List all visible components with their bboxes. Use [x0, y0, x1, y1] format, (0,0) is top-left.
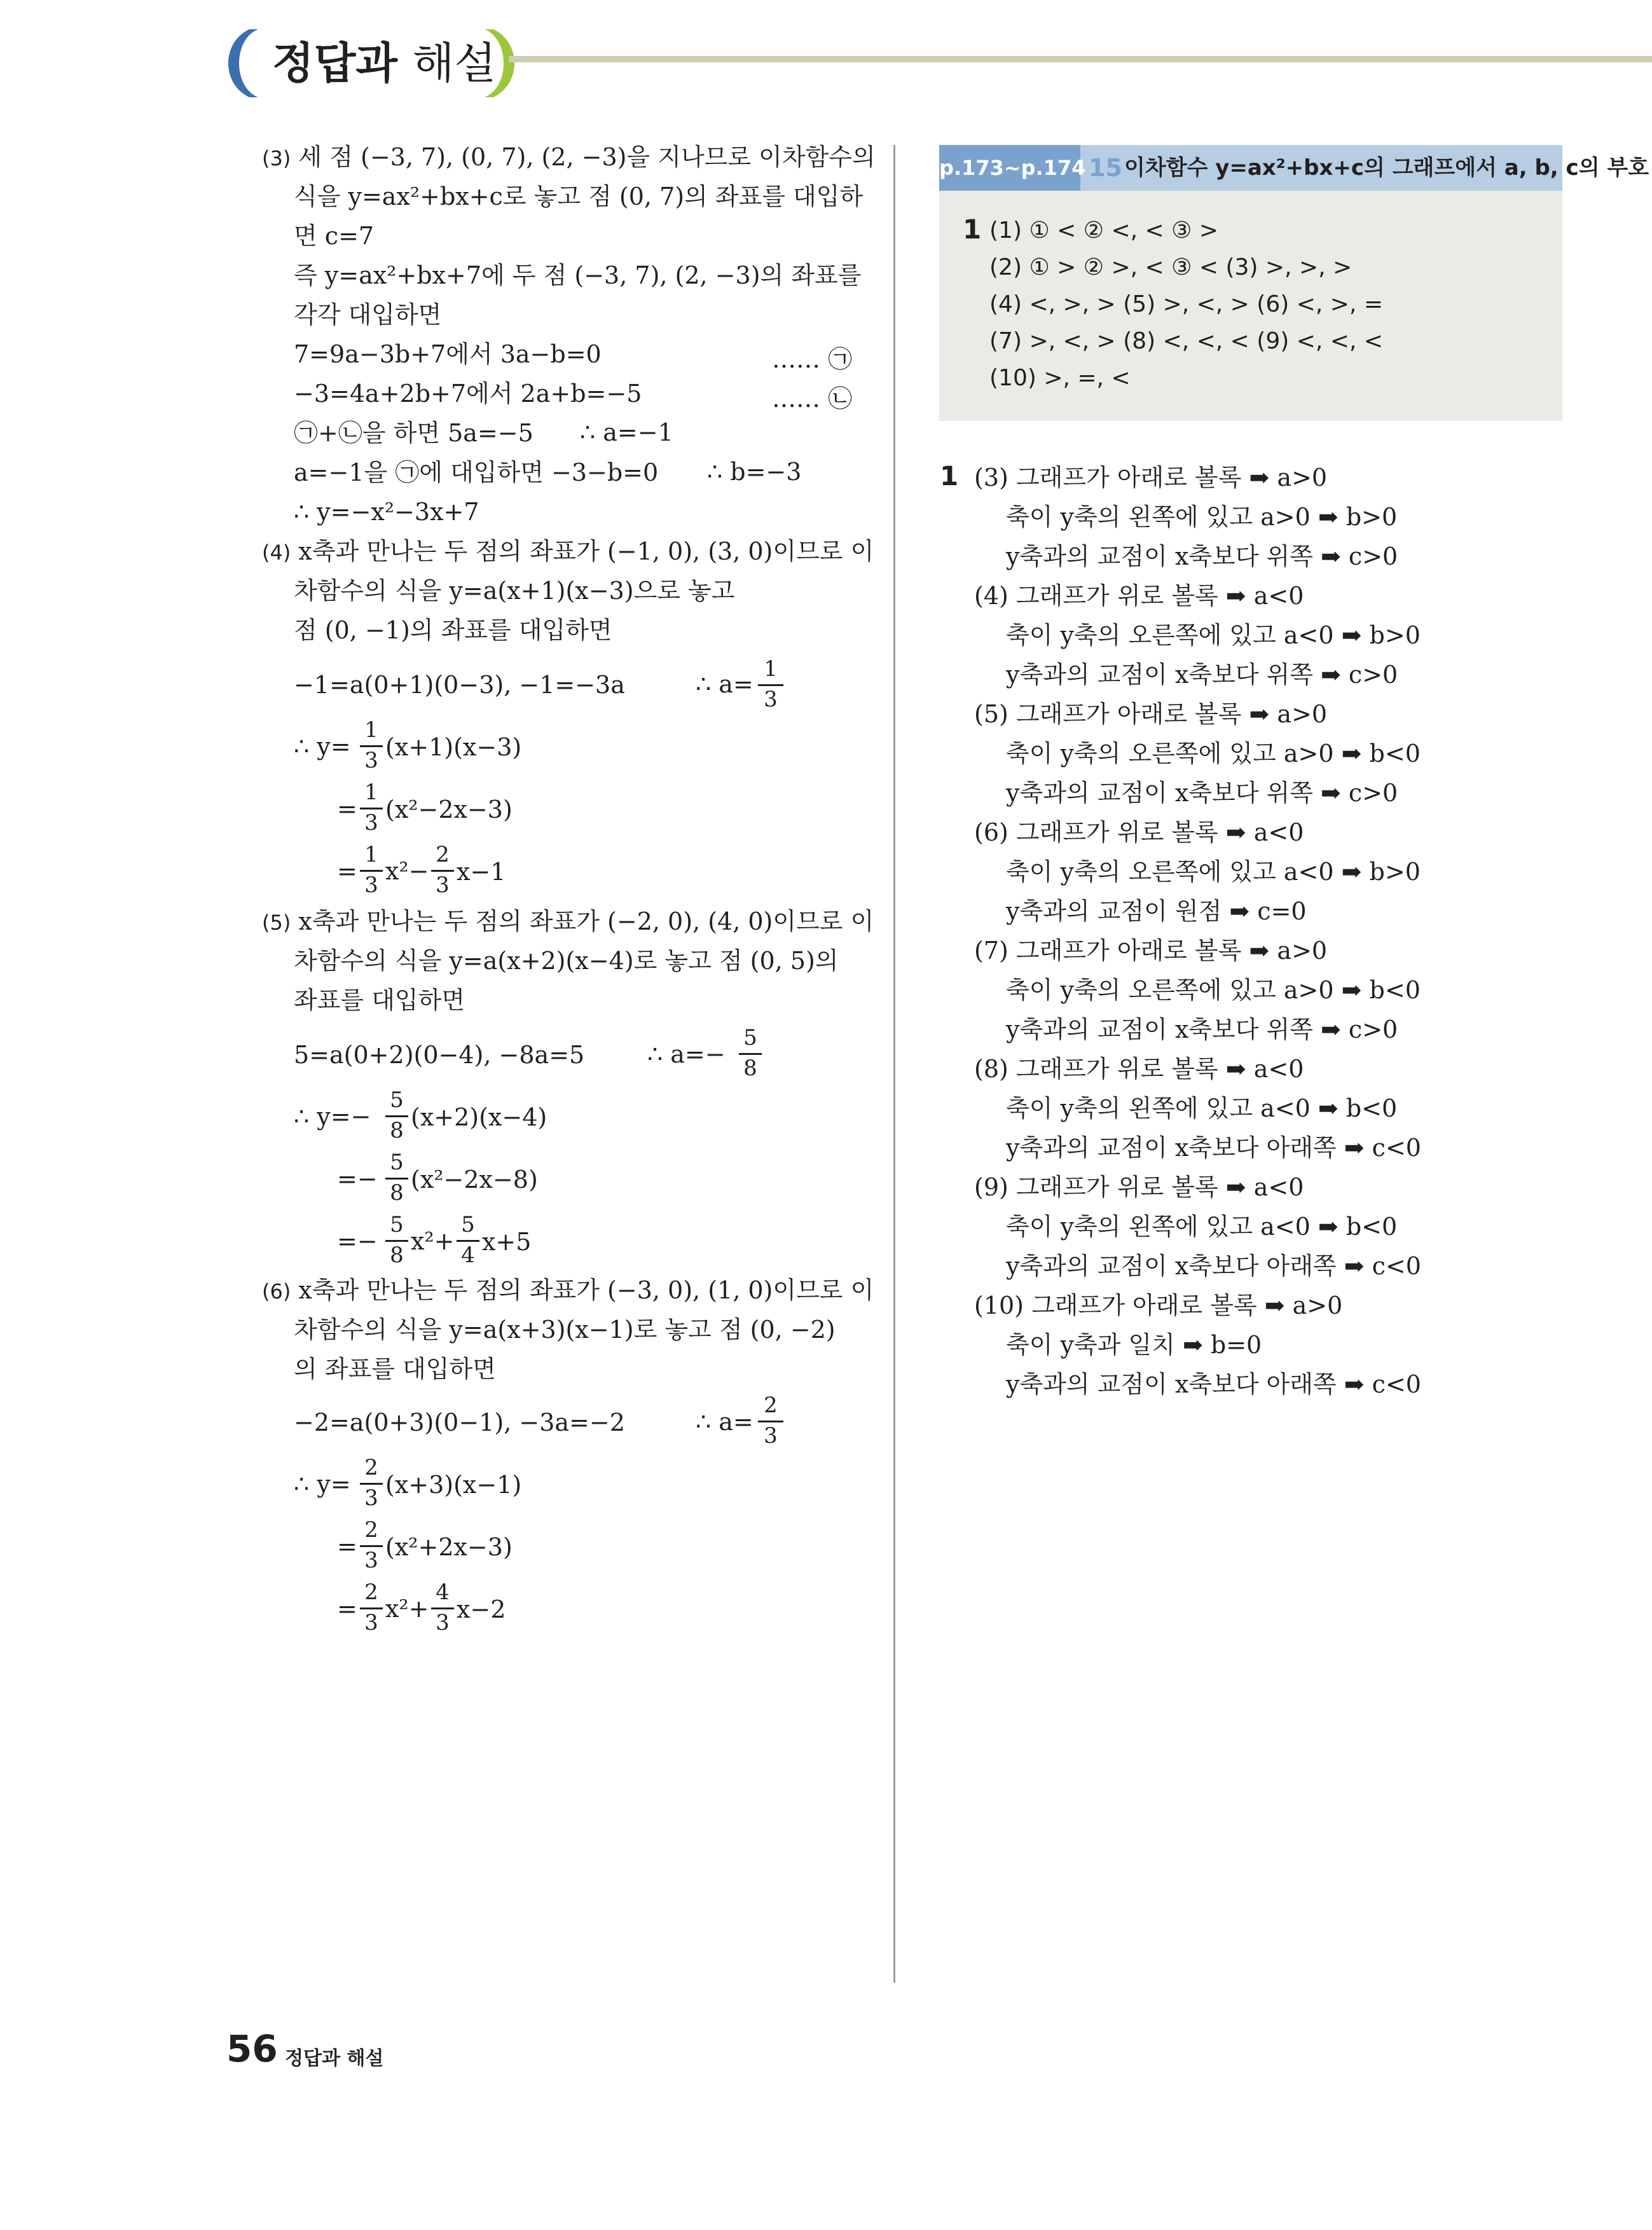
fraction-denominator: 3	[364, 1610, 378, 1635]
solution-line: 7=9a−3b+7에서 3a−b=0	[294, 340, 602, 368]
solution-line: 식을 y=ax²+bx+c로 놓고 점 (0, 7)의 좌표를 대입하	[294, 182, 864, 210]
equals: =	[337, 1532, 357, 1560]
fraction-bar	[360, 1607, 383, 1609]
fraction-bar	[739, 1053, 762, 1055]
solution-line: 축이 y축의 오른쪽에 있고 a<0 ➡ b>0	[1006, 621, 1421, 649]
equals: =	[337, 857, 357, 885]
solution-line: y축과의 교점이 원점 ➡ c=0	[1006, 897, 1307, 925]
solution-line: 축이 y축의 오른쪽에 있고 a>0 ➡ b<0	[1006, 976, 1421, 1004]
solution-line: a=−1을 ㉠에 대입하면 −3−b=0	[294, 458, 659, 486]
term: x²+	[411, 1227, 455, 1255]
section-number: 15	[1089, 154, 1122, 182]
equation-mark-1: …… ㉠	[772, 345, 853, 373]
equation-mark-2: …… ㉡	[772, 385, 853, 413]
fraction-numerator: 1	[764, 656, 778, 682]
solution-line: y축과의 교점이 x축보다 위쪽 ➡ c>0	[1006, 661, 1398, 689]
fraction-numerator: 5	[390, 1212, 404, 1237]
fraction-denominator: 3	[364, 748, 378, 773]
fraction-denominator: 8	[743, 1056, 757, 1081]
equals: =	[337, 1595, 357, 1623]
fraction-numerator: 1	[364, 842, 378, 867]
solution-line: x+5	[482, 1228, 532, 1256]
therefore-a: ∴ a=−	[647, 1040, 726, 1068]
equals: =−	[337, 1227, 378, 1255]
solution-line: x−2	[457, 1595, 506, 1623]
equals: =	[337, 795, 357, 823]
fraction-numerator: 2	[364, 1455, 378, 1480]
solution-line: 5=a(0+2)(0−4), −8a=5	[294, 1041, 585, 1069]
solution-line: 차함수의 식을 y=a(x+1)(x−3)으로 놓고	[294, 577, 735, 605]
line-text: x축과 만나는 두 점의 좌표가 (−3, 0), (1, 0)이므로 이	[298, 1276, 874, 1304]
solution-line: (x²+2x−3)	[385, 1533, 513, 1561]
solution-line: (4) 그래프가 위로 볼록 ➡ a<0	[974, 582, 1304, 610]
page-range-badge: p.173~p.174	[939, 145, 1080, 191]
fraction-numerator: 5	[743, 1025, 757, 1050]
therefore-y: ∴ y=−	[294, 1103, 371, 1131]
fraction-numerator: 5	[390, 1087, 404, 1113]
answer-line: (4) <, >, > (5) >, <, > (6) <, >, =	[989, 291, 1383, 317]
page-number: 56	[226, 2027, 278, 2070]
fraction-denominator: 3	[436, 872, 450, 898]
header-title-light: 해설	[412, 39, 497, 89]
term: x²+	[385, 1595, 429, 1623]
fraction-numerator: 4	[436, 1580, 450, 1605]
fraction-bar	[360, 808, 383, 809]
solution-line: 축이 y축의 왼쪽에 있고 a>0 ➡ b>0	[1006, 503, 1398, 531]
solution-line: (x²−2x−3)	[385, 795, 513, 823]
answer-line: (1) ① < ② <, < ③ >	[989, 217, 1219, 244]
solution-line: 축이 y축과 일치 ➡ b=0	[1006, 1331, 1262, 1359]
fraction-denominator: 3	[364, 1485, 378, 1511]
solution-line: (10) 그래프가 아래로 볼록 ➡ a>0	[974, 1291, 1343, 1319]
fraction-bar	[385, 1178, 408, 1180]
solution-line: 면 c=7	[294, 222, 375, 250]
solution-line: (3) 그래프가 아래로 볼록 ➡ a>0	[974, 464, 1328, 492]
fraction-denominator: 3	[364, 1548, 378, 1573]
fraction-bar	[758, 1421, 783, 1422]
solution-line: 차함수의 식을 y=a(x+2)(x−4)로 놓고 점 (0, 5)의	[294, 947, 839, 975]
item-label: (5)	[262, 911, 291, 935]
solution-line: ㉠+㉡을 하면 5a=−5	[294, 419, 533, 447]
fraction-numerator: 2	[436, 842, 450, 867]
solution-line: (5) 그래프가 아래로 볼록 ➡ a>0	[974, 700, 1328, 728]
fraction-denominator: 3	[764, 687, 778, 712]
answer-line: (7) >, <, > (8) <, <, < (9) <, <, <	[989, 328, 1383, 354]
fraction-numerator: 2	[764, 1393, 778, 1418]
therefore-y: ∴ y=	[294, 733, 351, 761]
header-title	[272, 29, 496, 91]
solution-line: −2=a(0+3)(0−1), −3a=−2	[294, 1408, 625, 1436]
fraction-denominator: 8	[390, 1180, 404, 1206]
fraction-denominator: 8	[390, 1118, 404, 1143]
fraction-denominator: 3	[436, 1610, 450, 1635]
fraction-denominator: 8	[390, 1242, 404, 1268]
solution-line: 축이 y축의 오른쪽에 있고 a<0 ➡ b>0	[1006, 858, 1421, 886]
solution-line: 의 좌표를 대입하면	[294, 1355, 496, 1383]
therefore-a: ∴ a=−1	[580, 418, 673, 446]
item-label: (4)	[262, 540, 291, 565]
therefore-a: ∴ a=	[696, 670, 754, 698]
fraction-denominator: 3	[364, 872, 378, 898]
line-text: x축과 만나는 두 점의 좌표가 (−1, 0), (3, 0)이므로 이	[298, 537, 874, 565]
solution-line: −1=a(0+1)(0−3), −1=−3a	[294, 671, 625, 699]
solution-line	[262, 907, 874, 937]
solution-line: 좌표를 대입하면	[294, 986, 465, 1014]
header-title-bold: 정답과	[272, 39, 398, 89]
solution-line: 축이 y축의 오른쪽에 있고 a>0 ➡ b<0	[1006, 740, 1421, 767]
fraction-bar	[431, 870, 454, 872]
fraction-bar	[457, 1240, 479, 1242]
line-text: x축과 만나는 두 점의 좌표가 (−2, 0), (4, 0)이므로 이	[298, 907, 874, 935]
solution-line: (9) 그래프가 위로 볼록 ➡ a<0	[974, 1173, 1304, 1201]
header-right-bracket	[482, 27, 516, 100]
solution-line: y축과의 교점이 x축보다 위쪽 ➡ c>0	[1006, 1015, 1398, 1043]
solution-line: 차함수의 식을 y=a(x+3)(x−1)로 놓고 점 (0, −2)	[294, 1316, 836, 1344]
solution-line	[262, 537, 874, 567]
solution-line: y축과의 교점이 x축보다 아래쪽 ➡ c<0	[1006, 1134, 1421, 1162]
fraction-bar	[360, 745, 383, 747]
fraction-numerator: 2	[364, 1580, 378, 1605]
solution-line: (x+1)(x−3)	[385, 733, 522, 761]
solution-line: ∴ y=−x²−3x+7	[294, 498, 479, 526]
solution-line: (6) 그래프가 위로 볼록 ➡ a<0	[974, 818, 1304, 846]
header-left-bracket	[226, 27, 261, 100]
fraction-numerator: 1	[364, 780, 378, 805]
solution-line: (7) 그래프가 아래로 볼록 ➡ a>0	[974, 937, 1328, 965]
header-rule	[509, 56, 1652, 62]
column-divider	[893, 145, 895, 1983]
footer-label: 정답과 해설	[285, 2048, 384, 2070]
fraction-numerator: 5	[461, 1212, 475, 1237]
solution-line: y축과의 교점이 x축보다 위쪽 ➡ c>0	[1006, 779, 1398, 807]
item-label: (6)	[262, 1279, 291, 1304]
fraction-bar	[360, 1483, 383, 1485]
fraction-bar	[385, 1240, 408, 1242]
therefore-b: ∴ b=−3	[707, 458, 802, 486]
solution-line: 축이 y축의 왼쪽에 있고 a<0 ➡ b<0	[1006, 1094, 1398, 1122]
fraction-numerator: 5	[390, 1150, 404, 1175]
term: x²−	[385, 857, 429, 885]
therefore-y: ∴ y=	[294, 1470, 351, 1498]
solution-line: 즉 y=ax²+bx+7에 두 점 (−3, 7), (2, −3)의 좌표를	[294, 261, 862, 289]
solution-line: (x²−2x−8)	[411, 1166, 538, 1194]
answer-line: (2) ① > ② >, < ③ < (3) >, >, >	[989, 254, 1353, 280]
therefore-a: ∴ a=	[696, 1408, 754, 1436]
solution-line: 축이 y축의 왼쪽에 있고 a<0 ➡ b<0	[1006, 1213, 1398, 1241]
fraction-denominator: 3	[764, 1423, 778, 1449]
solution-line: (x+2)(x−4)	[411, 1103, 547, 1131]
fraction-numerator: 1	[364, 717, 378, 743]
solution-line: y축과의 교점이 x축보다 아래쪽 ➡ c<0	[1006, 1370, 1421, 1398]
fraction-bar	[385, 1115, 408, 1117]
answer-number: 1	[963, 214, 982, 245]
equals: =−	[337, 1165, 378, 1193]
solution-line	[262, 142, 876, 173]
solution-line: x−1	[457, 858, 506, 886]
fraction-bar	[431, 1607, 454, 1609]
solution-line: y축과의 교점이 x축보다 아래쪽 ➡ c<0	[1006, 1252, 1421, 1280]
item-label: (3)	[262, 146, 291, 170]
solution-line: (8) 그래프가 위로 볼록 ➡ a<0	[974, 1055, 1304, 1083]
solution-line: 점 (0, −1)의 좌표를 대입하면	[294, 616, 612, 644]
solution-line	[262, 1276, 874, 1306]
solution-line: 각각 대입하면	[294, 301, 442, 329]
fraction-bar	[360, 1545, 383, 1547]
fraction-bar	[758, 684, 783, 686]
solution-line: (x+3)(x−1)	[385, 1471, 522, 1499]
fraction-denominator: 3	[364, 810, 378, 836]
solution-number: 1	[940, 460, 959, 492]
solution-line: −3=4a+2b+7에서 2a+b=−5	[294, 380, 642, 408]
fraction-bar	[360, 870, 383, 872]
section-title: 이차함수 y=ax²+bx+c의 그래프에서 a, b, c의 부호	[1124, 155, 1649, 181]
solution-line: y축과의 교점이 x축보다 위쪽 ➡ c>0	[1006, 542, 1398, 570]
fraction-numerator: 2	[364, 1517, 378, 1543]
answer-line: (10) >, =, <	[989, 365, 1131, 391]
line-text: 세 점 (−3, 7), (0, 7), (2, −3)을 지나므로 이차함수의	[298, 143, 876, 171]
fraction-denominator: 4	[461, 1242, 475, 1268]
